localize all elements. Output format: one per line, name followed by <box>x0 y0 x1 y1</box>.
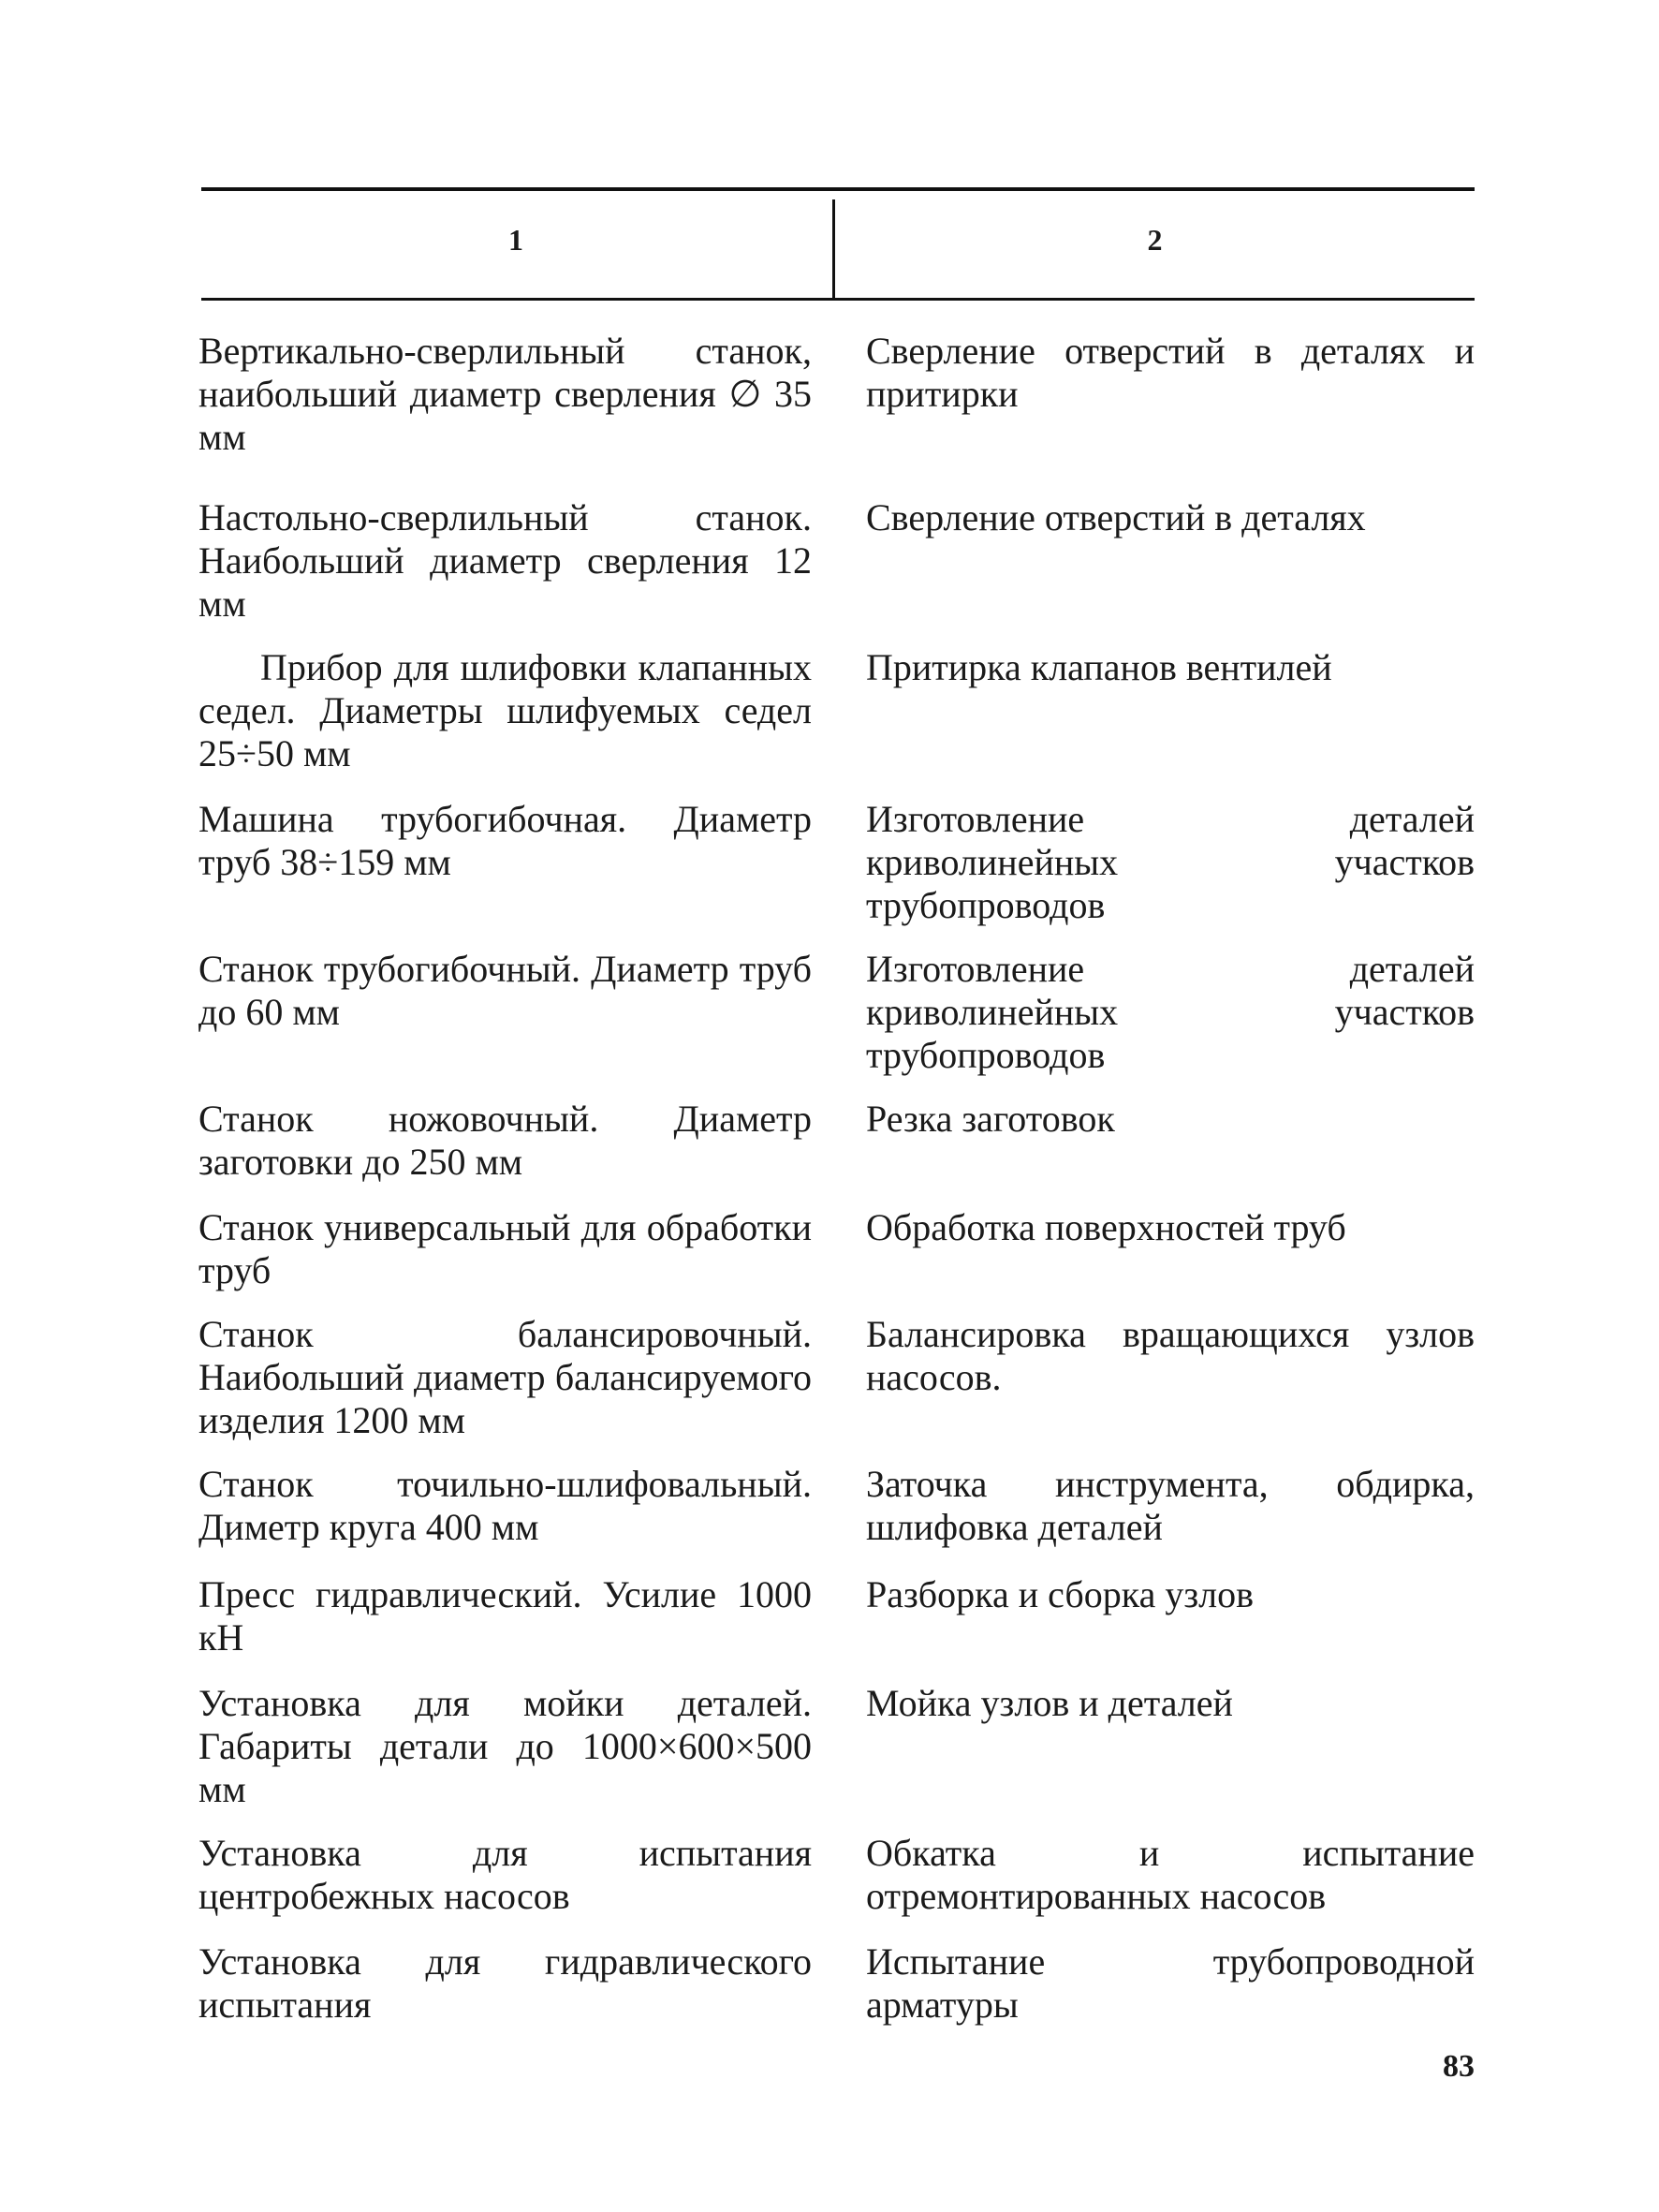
purpose-cell: Сверление отверстий в деталях <box>866 496 1366 538</box>
column-header-1: 1 <box>508 223 523 257</box>
equipment-cell: Станок ножовочный. Диаметр заготовки до 250 мм <box>198 1098 812 1183</box>
purpose-cell: Мойка узлов и деталей <box>866 1682 1233 1724</box>
table-header-rule <box>201 298 1475 301</box>
purpose-cell: Изготовление деталей криволинейных участков трубопроводов <box>866 948 1475 1076</box>
equipment-cell: Пресс гидравлический. Усилие 1000 кН <box>198 1573 812 1659</box>
purpose-cell: Резка заготовок <box>866 1098 1115 1140</box>
purpose-cell: Обработка поверхностей труб <box>866 1206 1346 1248</box>
equipment-cell: Станок универсальный для обработки труб <box>198 1206 812 1291</box>
equipment-cell: Установка для гидравлического испытания <box>198 1940 812 2026</box>
equipment-cell: Настольно-сверлильный станок. Наибольший диаметр сверления 12 мм <box>198 496 812 625</box>
page-number: 83 <box>1443 2049 1475 2084</box>
purpose-cell: Испытание трубопроводной арматуры <box>866 1940 1475 2026</box>
purpose-cell: Обкатка и испытание отремонтированных насосов <box>866 1832 1475 1917</box>
purpose-cell: Заточка инструмента, обдирка, шлифовка деталей <box>866 1463 1475 1548</box>
equipment-cell: Станок трубогибочный. Диаметр труб до 60 мм <box>198 948 812 1033</box>
purpose-cell: Притирка клапанов вентилей <box>866 646 1332 688</box>
equipment-cell: Вертикально-сверлильный станок, наибольший диаметр сверления ∅ 35 мм <box>198 330 812 458</box>
purpose-cell: Изготовление деталей криволинейных участков трубопроводов <box>866 798 1475 926</box>
purpose-cell: Балансировка вращающихся узлов насосов. <box>866 1313 1475 1398</box>
equipment-cell: Станок балансировочный. Наибольший диаметр балансируемого изделия 1200 мм <box>198 1313 812 1441</box>
equipment-cell: Машина трубогибочная. Диаметр труб 38÷159 мм <box>198 798 812 883</box>
purpose-cell: Сверление отверстий в деталях и притирки <box>866 330 1475 415</box>
table-top-rule <box>201 187 1475 191</box>
equipment-cell: Установка для мойки деталей. Габариты детали до 1000×600×500 мм <box>198 1682 812 1810</box>
purpose-cell: Разборка и сборка узлов <box>866 1573 1254 1615</box>
equipment-cell: Установка для испытания центробежных насосов <box>198 1832 812 1917</box>
column-header-2: 2 <box>1147 223 1163 257</box>
equipment-cell: Прибор для шлифовки клапанных седел. Диаметры шлифуемых седел 25÷50 мм <box>198 646 812 774</box>
equipment-cell: Станок точильно-шлифовальный. Диметр круга 400 мм <box>198 1463 812 1548</box>
